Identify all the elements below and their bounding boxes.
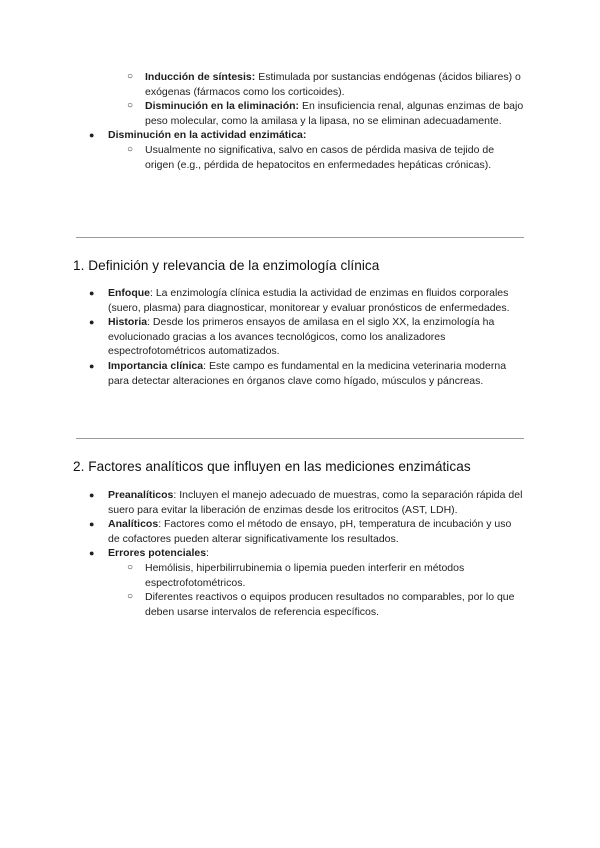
list-item (0, 546, 600, 561)
list-item (0, 143, 600, 172)
hollow-bullet-icon: ○ (127, 591, 134, 603)
item-text: Estimulada por sustancias endógenas (ácidos biliares) o exógenas (fármacos como los corticoides). (145, 71, 521, 98)
item-text: : Incluyen el manejo adecuado de muestras, como la separación rápida del suero para evitar la liberación de enzimas desde los eritrocitos (AST, LDH). (108, 489, 523, 516)
list-item (0, 517, 600, 546)
item-text: En insuficiencia renal, algunas enzimas de bajo peso molecular, como la amilasa y la lipasa, no se eliminan adecuadamente. (145, 100, 524, 127)
section-heading: 1. Definición y relevancia de la enzimología clínica (73, 258, 380, 273)
item-label: Historia (108, 316, 148, 329)
item-label: Disminución en la eliminación: (145, 100, 300, 113)
list-item (0, 561, 600, 590)
section2-list (0, 488, 600, 619)
filled-bullet-icon: ● (89, 360, 95, 371)
item-text: Hemólisis, hiperbilirrubinemia o lipemia pueden interferir en métodos espectrofotométricos. (145, 561, 465, 589)
horizontal-divider (76, 237, 524, 238)
item-text: : La enzimología clínica estudia la actividad de enzimas en fluidos corporales (suero, plasma) para diagnosticar, monitorear y evaluar pronósticos de enfermedades. (108, 287, 510, 314)
list-item (0, 590, 600, 619)
filled-bullet-icon: ● (89, 490, 95, 500)
item-label: Preanalíticos (108, 489, 174, 501)
list-item (0, 488, 600, 517)
item-label: Errores potenciales (108, 547, 207, 560)
item-text: Usualmente no significativa, salvo en casos de pérdida masiva de tejido de origen (e.g., pérdida de hepatocitos en enfermedades hepáticas crónicas). (145, 143, 495, 171)
list-item (0, 70, 600, 99)
list-item (0, 359, 600, 388)
item-label: Disminución en la actividad enzimática: (108, 129, 307, 142)
list-item (0, 286, 600, 315)
list-item (0, 128, 600, 143)
section-heading: 2. Factores analíticos que influyen en las mediciones enzimáticas (73, 459, 471, 474)
item-label: Inducción de síntesis: (145, 71, 256, 83)
item-label: Importancia clínica (108, 359, 204, 372)
item-label: Analíticos (108, 518, 159, 531)
item-text: : Desde los primeros ensayos de amilasa en el siglo XX, la enzimología ha evolucionado gracias a los avances tecnológicos, como los analizadores espectrofotométricos automatizados. (108, 316, 495, 358)
filled-bullet-icon: ● (89, 548, 95, 559)
filled-bullet-icon: ● (89, 519, 95, 530)
item-text: : Este campo es fundamental en la medicina veterinaria moderna para detectar alteraciones en órganos clave como hígado, músculos y páncreas. (108, 359, 507, 387)
hollow-bullet-icon: ○ (127, 100, 134, 112)
item-text: : (206, 547, 209, 560)
hollow-bullet-icon: ○ (127, 143, 134, 155)
filled-bullet-icon: ● (89, 130, 95, 141)
horizontal-divider (76, 438, 524, 439)
item-text: Diferentes reactivos o equipos producen resultados no comparables, por lo que deben usarse intervalos de referencia específicos. (145, 591, 515, 618)
list-item (0, 99, 600, 128)
hollow-bullet-icon: ○ (127, 561, 134, 573)
top-section (0, 70, 600, 172)
item-label: Enfoque (108, 287, 150, 299)
section1-list (0, 286, 600, 388)
item-text: : Factores como el método de ensayo, pH, temperatura de incubación y uso de cofactores pueden alterar significativamente los resultados. (108, 518, 512, 545)
list-item (0, 315, 600, 359)
filled-bullet-icon: ● (89, 288, 95, 298)
filled-bullet-icon: ● (89, 317, 95, 328)
hollow-bullet-icon: ○ (127, 71, 134, 82)
